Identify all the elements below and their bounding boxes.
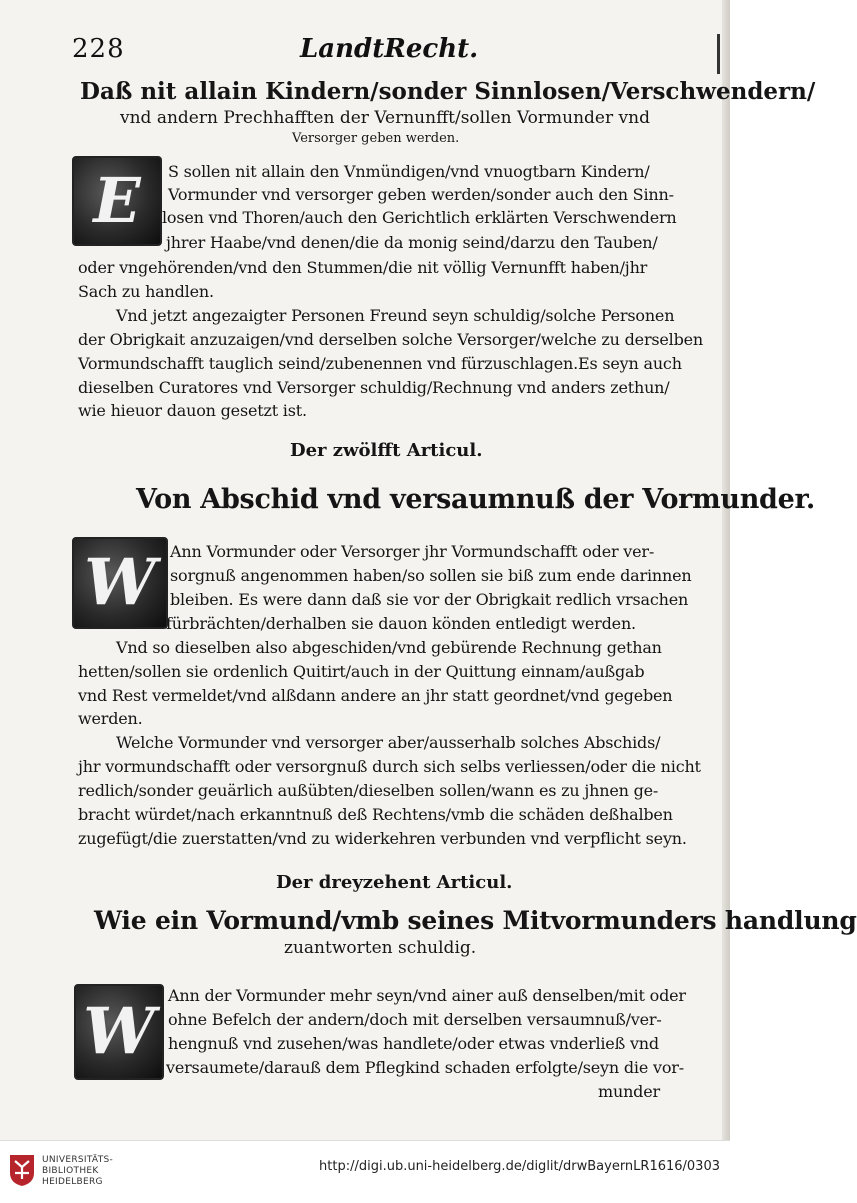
- text-line: jhr vormundschafft oder versorgnuß durch sich selbs verliessen/oder die nicht: [78, 757, 701, 776]
- page-number: 228: [72, 34, 125, 64]
- text-line: hengnuß vnd zusehen/was handlete/oder etwas vnderließ vnd: [168, 1034, 659, 1053]
- text-line: Vnd jetzt angezaigter Personen Freund seyn schuldig/solche Personen: [116, 306, 675, 325]
- section-title-line: Daß nit allain Kindern/sonder Sinnlosen/Verschwendern/: [80, 78, 816, 105]
- article-label: Der dreyzehent Articul.: [276, 872, 513, 893]
- page-edge-shadow: [722, 0, 730, 1140]
- text-line: versaumete/darauß dem Pflegkind schaden erfolgte/seyn die vor-: [166, 1058, 684, 1077]
- section-title-line: vnd andern Prechhafften der Vernunfft/sollen Vormunder vnd: [120, 108, 650, 128]
- initial-letter-e: E: [72, 156, 162, 246]
- text-line: jhrer Haabe/vnd denen/die da monig seind/darzu den Tauben/: [166, 233, 658, 252]
- permalink-url[interactable]: http://digi.ub.uni-heidelberg.de/diglit/drwBayernLR1616/0303: [319, 1159, 720, 1174]
- library-name[interactable]: [42, 1155, 113, 1188]
- viewer-footer: [0, 1140, 730, 1203]
- text-line: Vormunder vnd versorger geben werden/sonder auch den Sinn-: [168, 185, 674, 204]
- text-line: redlich/sonder geuärlich außübten/dieselben sollen/wann es zu jhnen ge-: [78, 781, 659, 800]
- text-line: oder vngehörenden/vnd den Stummen/die nit völlig Vernunfft haben/jhr: [78, 258, 648, 277]
- library-name-line: HEIDELBERG: [42, 1177, 103, 1187]
- article-heading-line: zuantworten schuldig.: [284, 938, 477, 958]
- text-line: bleiben. Es were dann daß sie vor der Obrigkait redlich vrsachen: [170, 590, 689, 609]
- text-line: sorgnuß angenommen haben/so sollen sie biß zum ende darinnen: [170, 566, 692, 585]
- text-line: wie hieuor dauon gesetzt ist.: [78, 401, 307, 420]
- article-label: Der zwölfft Articul.: [290, 440, 483, 461]
- initial-letter-w: W: [74, 984, 164, 1080]
- text-line: losen vnd Thoren/auch den Gerichtlich erklärten Verschwendern: [162, 208, 677, 227]
- section-title-line: Versorger geben werden.: [292, 131, 460, 146]
- text-line: ohne Befelch der andern/doch mit derselben versaumnuß/ver-: [168, 1010, 662, 1029]
- running-title: LandtRecht.: [300, 34, 479, 64]
- text-line: hetten/sollen sie ordenlich Quitirt/auch in der Quittung einnam/außgab: [78, 662, 645, 681]
- text-line: S sollen nit allain den Vnmündigen/vnd vnuogtbarn Kindern/: [168, 162, 650, 181]
- text-line: bracht würdet/nach erkanntnuß deß Rechtens/vmb die schäden deßhalben: [78, 805, 673, 824]
- library-name-line: UNIVERSITÄTS-: [42, 1155, 114, 1165]
- running-header: [0, 34, 730, 74]
- text-line: fürbrächten/derhalben sie dauon könden entledigt werden.: [166, 614, 636, 633]
- text-line: vnd Rest vermeldet/vnd alßdann andere an jhr statt geordnet/vnd gegeben: [78, 686, 673, 705]
- text-line: werden.: [78, 709, 143, 728]
- text-line: Ann der Vormunder mehr seyn/vnd ainer auß denselben/mit oder: [168, 986, 686, 1005]
- initial-letter-w: W: [72, 537, 168, 629]
- text-line: Ann Vormunder oder Versorger jhr Vormundschafft oder ver-: [170, 542, 655, 561]
- library-logo-icon[interactable]: [8, 1153, 36, 1187]
- text-line: Vormundschafft tauglich seind/zubenennen vnd fürzuschlagen.Es seyn auch: [78, 354, 682, 373]
- text-line: Vnd so dieselben also abgeschiden/vnd gebürende Rechnung gethan: [116, 638, 662, 657]
- article-heading: Wie ein Vormund/vmb seines Mitvormunders handlung: [94, 906, 857, 935]
- catchword: munder: [598, 1082, 660, 1101]
- text-line: Welche Vormunder vnd versorger aber/ausserhalb solches Abschids/: [116, 733, 661, 752]
- text-line: dieselben Curatores vnd Versorger schuldig/Rechnung vnd anders zethun/: [78, 378, 670, 397]
- article-heading: Von Abschid vnd versaumnuß der Vormunder.: [136, 484, 816, 515]
- text-line: zugefügt/die zuerstatten/vnd zu widerkehren verbunden vnd verpflicht seyn.: [78, 829, 687, 848]
- text-line: der Obrigkait anzuzaigen/vnd derselben solche Versorger/welche zu derselben: [78, 330, 704, 349]
- margin-rule: [717, 34, 720, 74]
- library-name-line: BIBLIOTHEK: [42, 1166, 99, 1176]
- text-line: Sach zu handlen.: [78, 282, 214, 301]
